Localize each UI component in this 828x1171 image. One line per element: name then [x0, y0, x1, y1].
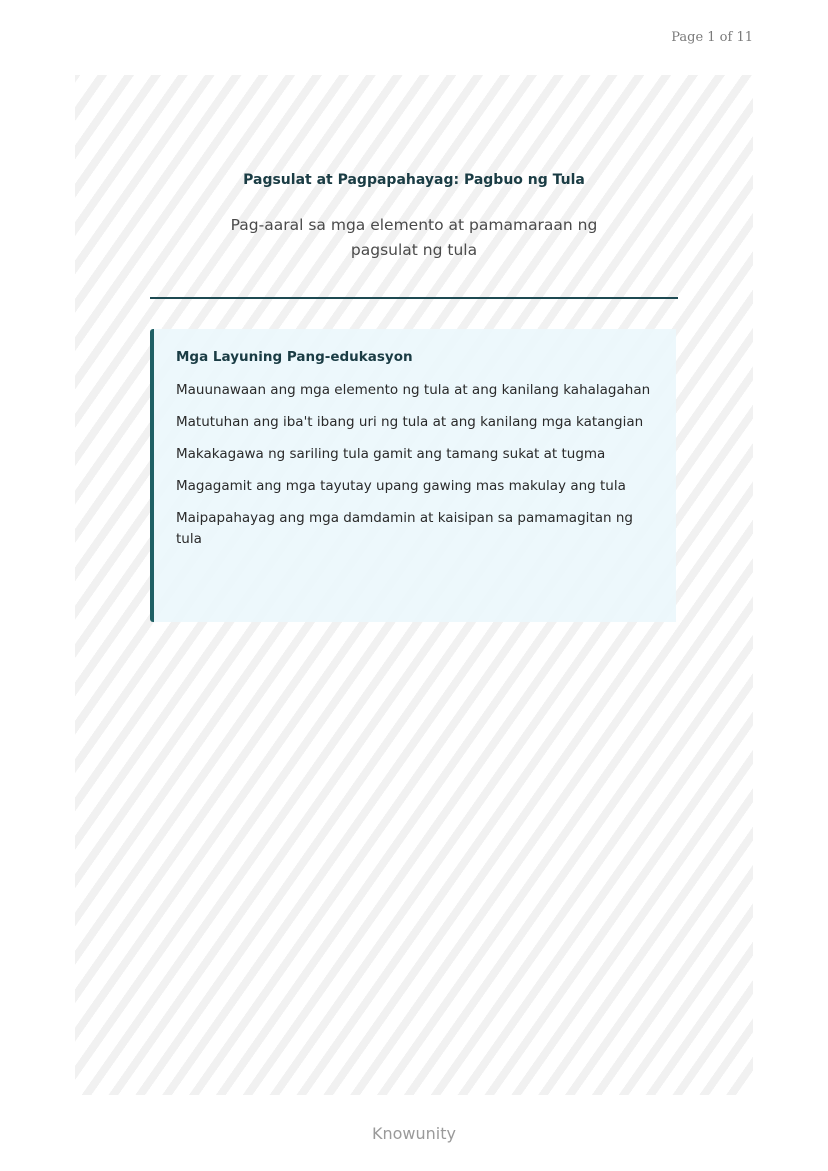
- page-title: Pagsulat at Pagpapahayag: Pagbuo ng Tula: [243, 172, 585, 188]
- objectives-box: [150, 329, 676, 622]
- objective-item: Matutuhan ang iba't ibang uri ng tula at ang kanilang mga katangian: [176, 414, 644, 430]
- objective-item: Mauunawaan ang mga elemento ng tula at ang kanilang kahalagahan: [176, 382, 651, 398]
- objective-item: Makakagawa ng sariling tula gamit ang tamang sukat at tugma: [176, 446, 606, 462]
- objectives-list: [176, 380, 652, 550]
- page-number: Page 1 of 11: [671, 30, 753, 45]
- objectives-heading: Mga Layuning Pang-edukasyon: [176, 349, 413, 365]
- objective-item: Magagamit ang mga tayutay upang gawing mas makulay ang tula: [176, 478, 626, 494]
- page-subtitle: Pag-aaral sa mga elemento at pamamaraan ng pagsulat ng tula: [230, 216, 598, 259]
- footer-brand: Knowunity: [372, 1124, 456, 1143]
- title-divider: [150, 297, 678, 299]
- objective-item: Maipapahayag ang mga damdamin at kaisipan sa pamamagitan ng tula: [176, 510, 633, 547]
